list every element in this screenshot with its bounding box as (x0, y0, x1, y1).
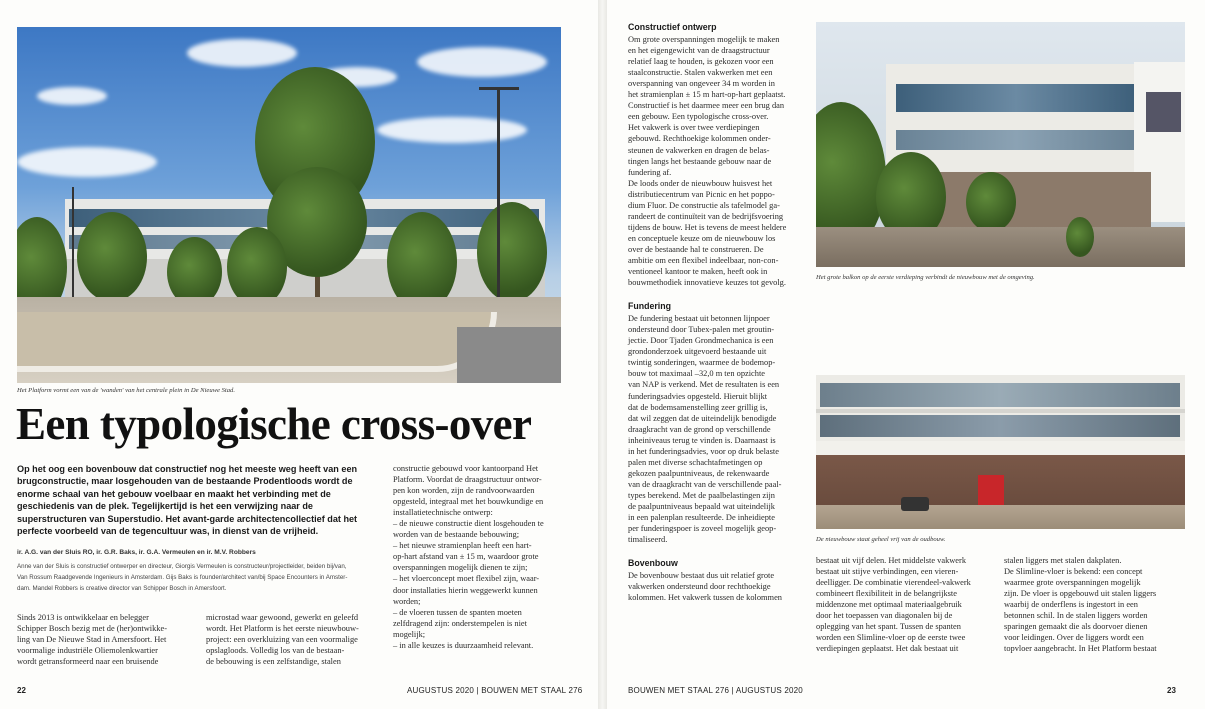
body-line: Sinds 2013 is ontwikkelaar en belegger (17, 613, 149, 622)
body-line: het stramienplan ± 15 m hart-op-hart geplaatst. (628, 90, 786, 100)
body-column-right-1 (628, 22, 820, 603)
body-line: dium Fluor. De constructie als tafelmodel ga- (628, 200, 780, 210)
body-line: Constructief is het daarmee meer een brug dan (628, 101, 785, 111)
body-line: per funderingspoer is zoveel mogelijk geop- (628, 524, 777, 534)
left-page (0, 0, 598, 709)
body-line: installatietechnische ontwerp: (393, 508, 493, 518)
body-line: door het toepassen van diagonalen bij de (816, 611, 953, 621)
body-line: Het vakwerk is over twee verdiepingen (628, 123, 760, 133)
article-intro: Op het oog een bovenbouw dat constructief nog het meeste weg heeft van een brugconstructie, maar losgehouden van de bestaande Prodentloods wordt de enorme schaal van het gebouw voelbaar en maakt het verbinding met de geschiedenis van de plek. Tegelijkertijd is het een verwijzing naar de superstructuren van Superstudio. Het avant-garde architectencollectief dat het perfecte voorbeeld van de tegencultuur was, in dienst van de vrijheid. (17, 464, 358, 537)
body-line: types berekend. Met de paalbelastingen zijn (628, 490, 775, 500)
body-line: draagkracht van de grond op verschillende (628, 424, 771, 434)
body-line: De bovenbouw bestaat dus uit relatief grote (628, 571, 775, 581)
body-line: verdiepingen geplaatst. Het dak bestaat uit (816, 644, 959, 654)
body-line: steunen de vakwerken en dragen de belas- (628, 145, 770, 155)
body-line: microstad waar gewoond, gewerkt en geleefd (206, 613, 359, 622)
bio-line: Anne van der Sluis is constructief ontwerper en directeur, Giorgis Vermeulen is constructeur/projectleider, beiden bij/van, (17, 563, 347, 570)
bio-line: Van Rossum Raadgevende Ingenieurs in Amsterdam. Gijs Baks is founder/architect van/bij Space Encounters in Amster- (17, 574, 348, 581)
body-line: bestaat uit vijf delen. Het middelste vakwerk (816, 556, 967, 565)
body-line: een gebouw. Een typologische cross-over. (628, 112, 769, 122)
body-line: De Slimline-vloer is bekend: een concept (1004, 567, 1143, 577)
article-authors: ir. A.G. van der Sluis RO, ir. G.R. Baks, ir. G.A. Vermeulen en ir. M.V. Robbers (17, 549, 256, 556)
body-line: Schipper Bosch bezig met de (her)ontwikke- (17, 624, 168, 634)
body-line: combineert flexibiliteit in de belangrijkste (816, 589, 957, 599)
body-line: op-hart afstand van ± 15 m, waardoor grote (393, 552, 539, 562)
body-line: stalen liggers met stalen dakplaten. (1004, 556, 1122, 565)
body-column-3 (393, 463, 583, 651)
body-line: middenzone met optimaal materiaalgebruik (816, 600, 962, 610)
body-line: van de draagkracht van de verschillende paal- (628, 479, 782, 489)
section-heading-bovenbouw: Bovenbouw (628, 558, 678, 569)
body-line: oplegging van het spant. Tussen de spanten (816, 622, 961, 632)
photo-facade (816, 375, 1185, 529)
body-line: staalconstructie. Stalen vakwerken met een (628, 68, 773, 78)
body-line: mogelijk; (393, 629, 426, 639)
body-line: – het vloerconcept moet flexibel zijn, waar- (393, 574, 540, 584)
author-bio (17, 561, 387, 594)
page-gutter (598, 0, 607, 709)
body-line: over de bestaande hal te construeren. De (628, 244, 764, 254)
body-line: distributiecentrum van Picnic en het poppo- (628, 189, 775, 199)
article-title: Een typologische cross-over (16, 399, 532, 449)
body-line: deelligger. De combinatie vierendeel-vakwerk (816, 578, 971, 588)
body-line: funderingsadvies opgesteld. Hieruit blijkt (628, 391, 768, 401)
body-line: bouw tot maximaal –32,0 m ten opzichte (628, 369, 765, 379)
body-line: in het funderingsadvies, voor op druk belaste (628, 446, 779, 456)
body-line: jectie. Door Tjaden Grondmechanica is een (628, 336, 774, 346)
body-line: zelfdragend zijn: onderstempelen is niet (393, 618, 527, 628)
body-column-2 (206, 612, 389, 667)
body-column-right-2 (816, 555, 996, 654)
body-line: randeert de continuïteit van de bedrijfsvoering (628, 211, 784, 221)
body-line: project: een overkluizing van een voormalige (206, 635, 358, 645)
body-line: van NAP is verkend. Met de resultaten is een (628, 380, 780, 390)
body-line: worden; (393, 596, 421, 606)
body-line: pen kon worden, zijn de randvoorwaarden (393, 486, 535, 496)
body-line: worden een Slimline-vloer op de eerste twee (816, 633, 966, 643)
main-photo-plaza (17, 27, 561, 383)
body-line: voor leidingen. Over de liggers wordt een (1004, 633, 1144, 643)
body-line: de bebouwing is een zelfstandige, stalen (206, 657, 341, 667)
body-line: gekozen paalpuntniveaus, de rekenwaarde (628, 468, 770, 478)
body-line: overspanning van ongeveer 34 m worden in (628, 79, 775, 89)
body-line: bouwmethodiek innovatieve keuzes tot gevolg. (628, 278, 786, 288)
body-line: ondersteund door Tubex-palen met groutin- (628, 325, 775, 335)
body-line: de paalpuntniveaus bepaald wat uiteindelijk (628, 501, 775, 511)
body-line: dat wil zeggen dat de uiteindelijk benodigde (628, 413, 777, 423)
section-heading-fundering: Fundering (628, 301, 672, 312)
footer-right: BOUWEN MET STAAL 276 | AUGUSTUS 2020 (628, 686, 803, 695)
body-line: gebouwd. Rechthoekige kolommen onder- (628, 134, 771, 144)
body-line: opslagloods. Volledig los van de bestaan- (206, 646, 345, 656)
body-line: waarbij de onderflens is ingestort in een (1004, 600, 1138, 610)
body-line: sparingen gemaakt die als doorvoer dienen (1004, 622, 1148, 632)
body-line: – de nieuwe constructie dient losgehouden te (393, 519, 544, 529)
body-line: De loods onder de nieuwbouw huisvest het (628, 178, 773, 188)
photo-balcony-caption: Het grote balkon op de eerste verdieping verbindt de nieuwbouw met de omgeving. (816, 274, 1035, 281)
main-photo-caption: Het Platform vormt een van de 'wanden' van het centrale plein in De Nieuwe Stad. (17, 387, 235, 394)
body-line: fundering af. (628, 167, 672, 177)
body-line: bestaat uit stijve verbindingen, een vieren- (816, 567, 959, 577)
body-line: worden van de bestaande bebouwing; (393, 530, 520, 540)
body-line: overspanningen mogelijk dienen te zijn; (393, 563, 528, 573)
body-line: betonnen schil. In de stalen liggers worden (1004, 611, 1148, 621)
body-line: zijn. De vloer is opgebouwd uit stalen liggers (1004, 589, 1157, 599)
photo-facade-caption: De nieuwbouw staat geheel vrij van de oudbouw. (816, 536, 946, 543)
body-line: constructie gebouwd voor kantoorpand Het (393, 464, 539, 473)
body-line: en conceptuele keuze om de nieuwbouw los (628, 233, 776, 243)
section-heading-constructief: Constructief ontwerp (628, 22, 717, 32)
body-line: voormalige industriële Oliemolenkwartier (17, 646, 158, 656)
body-line: timaliseerd. (628, 535, 668, 545)
bio-line: dam. Mandel Robbers is creative director van Schipper Bosch in Amersfoort. (17, 585, 227, 592)
body-line: ventioneel kantoor te maken, heeft ook in (628, 267, 768, 277)
page-number-right: 23 (1167, 686, 1176, 695)
body-line: palen met diverse schachtafmetingen op (628, 457, 763, 467)
body-line: – de vloeren tussen de spanten moeten (393, 607, 522, 617)
body-line: door installaties hierin weggewerkt kunnen (393, 585, 538, 595)
page-number-left: 22 (17, 686, 26, 695)
body-line: inheiniveaus terug te vinden is. Daarnaast is (628, 435, 776, 445)
body-line: twintig sonderingen, waarmee de bodemop- (628, 358, 776, 368)
body-line: en het eigengewicht van de draagstructuur (628, 46, 770, 56)
body-line: De fundering bestaat uit betonnen lijnpoer (628, 314, 770, 324)
body-line: wordt. Het Platform is het eerste nieuwbouw- (206, 624, 359, 634)
body-line: – het nieuwe stramienplan heeft een hart- (393, 541, 532, 551)
body-line: – in alle keuzes is duurzaamheid relevant. (393, 640, 534, 650)
body-line: topvloer aangebracht. In Het Platform bestaat (1004, 644, 1157, 654)
body-line: ling van De Nieuwe Stad in Amersfoort. Het (17, 635, 167, 645)
body-line: ambitie om een flexibel indeelbaar, non-con- (628, 255, 779, 265)
body-line: vakwerken ondersteund door rechthoekige (628, 582, 771, 592)
photo-balcony (816, 22, 1185, 267)
right-page (607, 0, 1205, 709)
body-line: in een palenplan resulteerde. De inheidiepte (628, 513, 775, 523)
body-line: opgesteld, integraal met het bouwkundige en (393, 497, 544, 507)
body-line: dat de bodemsamenstelling zeer grillig is, (628, 402, 768, 412)
body-column-right-3 (1004, 555, 1189, 654)
body-line: Platform. Voordat de draagstructuur ontwor- (393, 475, 542, 485)
body-line: relatief laag te houden, is gekozen voor een (628, 57, 774, 67)
body-line: wordt getransformeerd naar een bruisende (17, 657, 159, 667)
body-line: waarmee grote overspanningen mogelijk (1004, 578, 1141, 588)
body-line: grondonderzoek uitgevoerd bestaande uit (628, 347, 767, 357)
body-line: Om grote overspanningen mogelijk te maken (628, 35, 780, 45)
body-line: kolommen. Het vakwerk tussen de kolommen (628, 593, 782, 603)
body-column-1 (17, 612, 200, 667)
body-line: tingen langs het bestaande gebouw naar de (628, 156, 772, 166)
body-line: tijdens de bouw. Het is tevens de meest heldere (628, 222, 787, 232)
footer-left: AUGUSTUS 2020 | BOUWEN MET STAAL 276 (407, 686, 583, 695)
